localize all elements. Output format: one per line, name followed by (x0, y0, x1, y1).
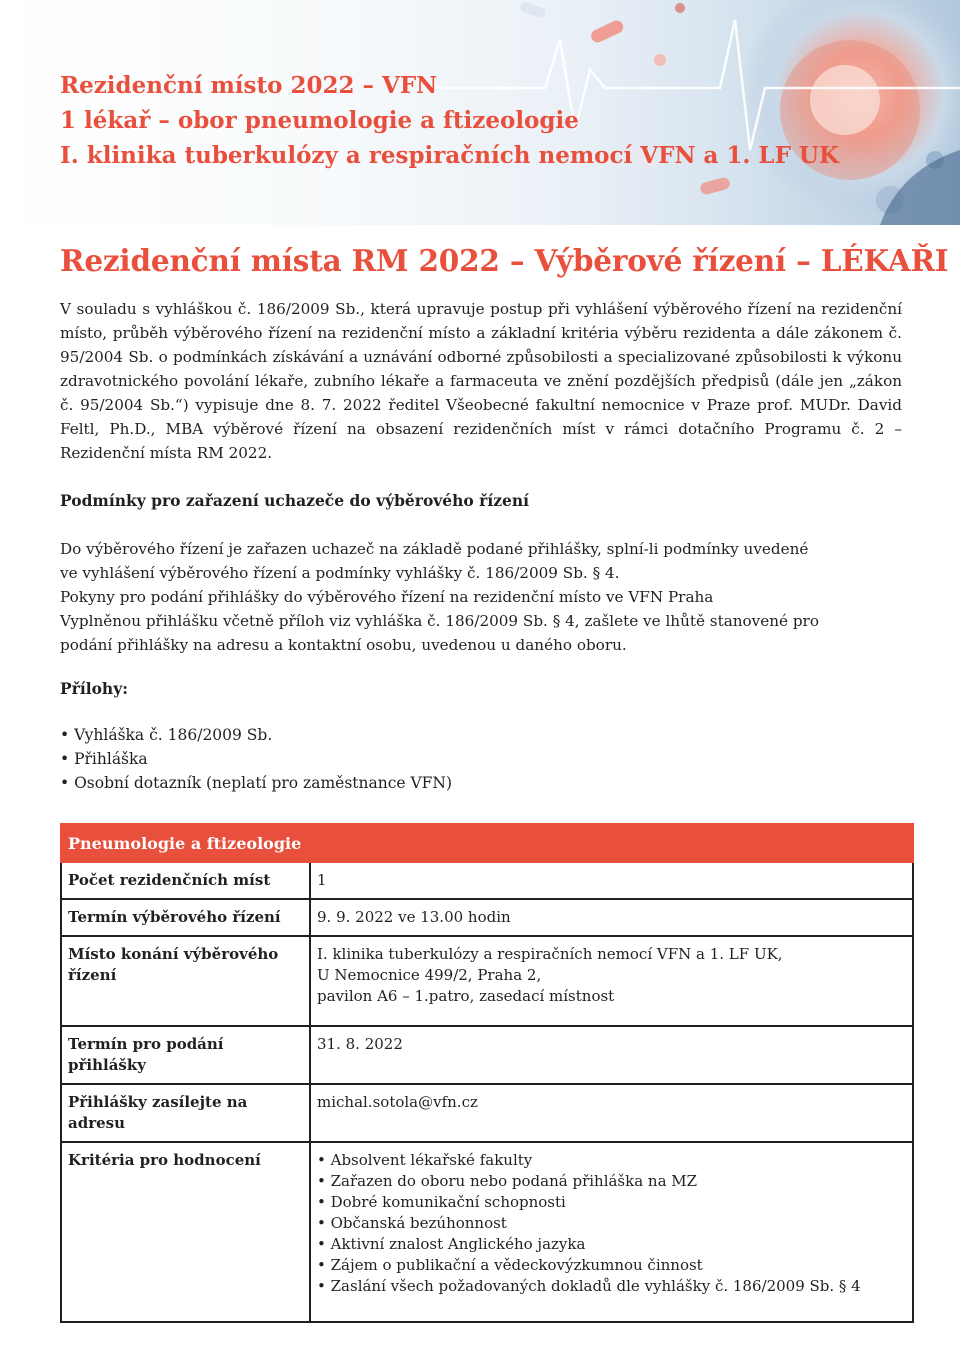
criteria-item: • Občanská bezúhonnost (317, 1213, 906, 1234)
row-label: Počet rezidenčních míst (61, 862, 310, 899)
criteria-item: • Zaslání všech požadovaných dokladů dle vyhlášky č. 186/2009 Sb. § 4 (317, 1276, 906, 1297)
intro-paragraph: V souladu s vyhláškou č. 186/2009 Sb., která upravuje postup při vyhlášení výběrového řízení na rezidenční místo, průběh výběrového řízení na rezidenční místo a základní kritéria výběru rezidenta a dále zákonem č. 95/2004 Sb. o podmínkách získávání a uznávání odborné způsobilosti a specializované způsobilosti k výkonu zdravotnického povolání lékaře, zubního lékaře a farmaceuta ve znění pozdějších předpisů (dále jen „zákon č. 95/2004 Sb.“) vypisuje dne 8. 7. 2022 ředitel Všeobecné fakultní nemocnice v Praze prof. MUDr. David Feltl, Ph.D., MBA výběrové řízení na obsazení rezidenčních míst v rámci dotačního Programu č. 2 – Rezidenční místa RM 2022. (60, 300, 902, 462)
table-header-row (61, 824, 913, 862)
table-row (61, 1026, 913, 1084)
table-row (61, 899, 913, 936)
table-row (61, 936, 913, 1026)
row-label-line: Místo konání výběrového (68, 945, 279, 963)
email-link[interactable]: michal.sotola@vfn.cz (310, 1084, 913, 1142)
banner-title-line: Rezidenční místo 2022 – VFN (60, 72, 438, 99)
row-label-line: řízení (68, 966, 117, 984)
conditions-line: Vyplněnou přihlášku včetně příloh viz vyhláška č. 186/2009 Sb. § 4, zašlete ve lhůtě stanovené pro (60, 612, 819, 630)
row-value: 31. 8. 2022 (310, 1026, 913, 1084)
conditions-line: ve vyhlášení výběrového řízení a podmínky vyhlášky č. 186/2009 Sb. § 4. (60, 564, 620, 582)
table-row (61, 862, 913, 899)
conditions-line: Do výběrového řízení je zařazen uchazeč na základě podané přihlášky, splní-li podmínky uvedené (60, 540, 809, 558)
row-value: 9. 9. 2022 ve 13.00 hodin (310, 899, 913, 936)
page-title: Rezidenční místa RM 2022 – Výběrové řízení – LÉKAŘI (60, 243, 949, 278)
row-label: Přihlášky zasílejte na adresu (61, 1084, 310, 1142)
row-label: Kritéria pro hodnocení (61, 1142, 310, 1322)
criteria-item: • Zájem o publikační a vědeckovýzkumnou činnost (317, 1255, 906, 1276)
attachments-list (60, 723, 452, 795)
header-banner (0, 0, 960, 225)
criteria-item: • Dobré komunikační schopnosti (317, 1192, 906, 1213)
criteria-item: • Zařazen do oboru nebo podaná přihláška na MZ (317, 1171, 906, 1192)
criteria-item: • Absolvent lékařské fakulty (317, 1150, 906, 1171)
attachment-link[interactable]: • Vyhláška č. 186/2009 Sb. (60, 723, 452, 747)
conditions-heading: Podmínky pro zařazení uchazeče do výběrového řízení (60, 491, 530, 510)
row-value: 1 (310, 862, 913, 899)
criteria-list (310, 1142, 913, 1322)
conditions-line: podání přihlášky na adresu a kontaktní osobu, uvedenou u daného oboru. (60, 636, 627, 654)
conditions-paragraph (60, 537, 902, 657)
row-label: Termín výběrového řízení (61, 899, 310, 936)
banner-title-line: I. klinika tuberkulózy a respiračních nemocí VFN a 1. LF UK (60, 142, 839, 169)
attachments-heading: Přílohy: (60, 679, 128, 698)
row-value (310, 936, 913, 1026)
criteria-item: • Aktivní znalost Anglického jazyka (317, 1234, 906, 1255)
address-line: pavilon A6 – 1.patro, zasedací místnost (317, 987, 615, 1005)
address-line: I. klinika tuberkulózy a respiračních nemocí VFN a 1. LF UK, (317, 945, 783, 963)
table-header: Pneumologie a ftizeologie (61, 824, 913, 862)
attachment-link[interactable]: • Přihláška (60, 747, 452, 771)
table-row (61, 1084, 913, 1142)
address-line: U Nemocnice 499/2, Praha 2, (317, 966, 542, 984)
info-table (60, 823, 914, 1323)
banner-title (60, 68, 839, 173)
conditions-line: Pokyny pro podání přihlášky do výběrového řízení na rezidenční místo ve VFN Praha (60, 588, 714, 606)
row-label (61, 936, 310, 1026)
table-row (61, 1142, 913, 1322)
row-label: Termín pro podání přihlášky (61, 1026, 310, 1084)
banner-title-line: 1 lékař – obor pneumologie a ftizeologie (60, 107, 579, 134)
attachment-link[interactable]: • Osobní dotazník (neplatí pro zaměstnance VFN) (60, 771, 452, 795)
